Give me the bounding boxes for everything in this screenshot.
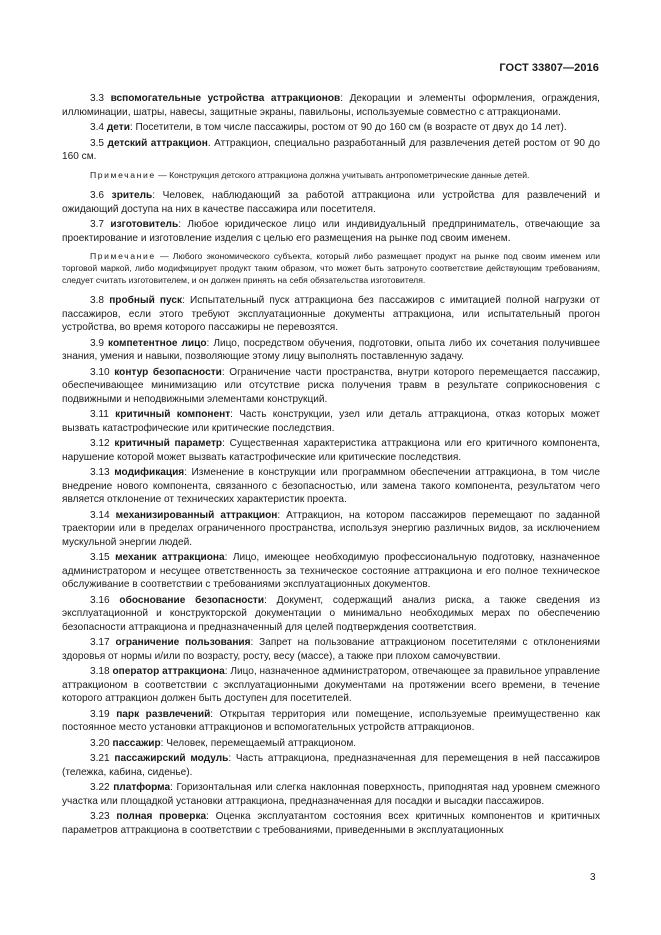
definition-3-18 bbox=[62, 665, 600, 706]
note-children-attraction bbox=[62, 170, 600, 182]
standard-header: ГОСТ 33807—2016 bbox=[499, 62, 599, 74]
clause-number: 3.18 bbox=[90, 666, 110, 678]
term: оператор аттракциона bbox=[112, 666, 225, 678]
definition-text: : Оценка эксплуатантом состояния всех критичных компонентов и критичных параметров аттракциона в соответствии с требованиями, приведенными в эксплуатационных bbox=[62, 811, 600, 836]
definition-3-23 bbox=[62, 810, 600, 837]
definition-text: : Любое юридическое лицо или индивидуальный предприниматель, отвечающие за проектирование и изготовление изделия с целью его размещения на рынке под своим именем. bbox=[62, 219, 600, 244]
definition-3-21 bbox=[62, 752, 600, 779]
definition-3-16 bbox=[62, 594, 600, 635]
term: критичный компонент bbox=[115, 409, 231, 421]
definition-text: : Часть конструкции, узел или деталь аттракциона, отказ которых может вызвать катастрофические или критические последствия. bbox=[62, 409, 600, 434]
definition-text: : Изменение в конструкции или программном обеспечении аттракциона, в том числе внедрение нового компонента, связанного с безопасностью, или замена такого компонента, результатом чего является отклонение от технических характеристик проекта. bbox=[62, 467, 600, 506]
clause-number: 3.7 bbox=[90, 219, 105, 231]
term: парк развлечений bbox=[116, 708, 211, 720]
clause-number: 3.21 bbox=[90, 753, 110, 765]
note-text: — Конструкция детского аттракциона должна учитывать антропометрические данные детей. bbox=[155, 169, 530, 180]
clause-number: 3.23 bbox=[90, 811, 110, 823]
term: изготовитель bbox=[110, 219, 179, 231]
definition-text: : Часть аттракциона, предназначенная для перемещения в ней пассажиров (тележка, кабина, сиденье). bbox=[62, 753, 600, 778]
definition-text: : Лицо, посредством обучения, подготовки, опыта либо их сочетания получившее знания, умения и навыки, позволяющие этому лицу выполнять поставленную задачу. bbox=[62, 337, 600, 363]
term: дети bbox=[106, 122, 130, 133]
definition-text: : Лицо, назначенное администратором, отвечающее за правильное управление аттракционом в соответствии с эксплуатационными документами на протяжении всего времени, в течение которого аттракцион должен быть доступен для посетителей. bbox=[62, 666, 600, 705]
definition-3-10 bbox=[62, 366, 600, 407]
definition-text: . Аттракцион, специально разработанный для развлечения детей ростом от 90 до 160 см. bbox=[62, 137, 601, 162]
note-text: — Любого экономического субъекта, который либо размещает продукт на рынке под своим именем или торговой маркой, либо модифицирует продукт таким образом, что может быть затронуто соответствие действующим требованиям, следует считать изготовителем, и он должен принять на себя обязательства изготовителя. bbox=[62, 251, 600, 285]
term: вспомогательные устройства аттракционов bbox=[110, 93, 341, 104]
note-label: Примечание bbox=[90, 251, 156, 262]
clause-number: 3.4 bbox=[90, 122, 105, 133]
definition-3-15 bbox=[62, 551, 600, 592]
definition-text: : Ограничение части пространства, внутри которого перемещается пассажир, обеспечивающее минимизацию или отсутствие риска получения травм в результате соприкосновения с подвижными и неподвижными элементами конструкций. bbox=[62, 366, 600, 405]
definition-text: : Человек, наблюдающий за работой аттракциона или устройства для развлечений и ожидающий доступа на них в качестве пассажира или посетителя. bbox=[62, 190, 600, 215]
term: зритель bbox=[111, 190, 153, 202]
definition-3-4 bbox=[62, 121, 600, 135]
definition-text: : Горизонтальная или слегка наклонная поверхность, приподнятая над уровнем смежного участка или площадкой установки аттракциона, предназначенная для посадки и высадки пассажиров. bbox=[62, 782, 600, 807]
definition-3-9 bbox=[62, 337, 600, 364]
clause-number: 3.5 bbox=[90, 137, 105, 149]
definition-3-3 bbox=[62, 92, 600, 119]
definition-3-5 bbox=[62, 137, 600, 164]
term: компетентное лицо bbox=[108, 337, 207, 349]
clause-number: 3.19 bbox=[90, 708, 110, 720]
definition-text: : Документ, содержащий анализ риска, а также сведения из эксплуатационной и конструкторской документации о минимально необходимых мерах по обеспечению безопасности аттракциона и предназначенный для целей подтверждения соответствия. bbox=[62, 594, 600, 633]
document-body bbox=[62, 92, 600, 839]
clause-number: 3.10 bbox=[90, 366, 110, 378]
clause-number: 3.17 bbox=[90, 637, 110, 649]
clause-number: 3.8 bbox=[90, 295, 105, 307]
clause-number: 3.16 bbox=[90, 594, 110, 606]
note-manufacturer bbox=[62, 251, 600, 286]
clause-number: 3.22 bbox=[90, 782, 110, 794]
clause-number: 3.11 bbox=[90, 409, 109, 421]
term: критичный параметр bbox=[114, 438, 223, 450]
definition-text: : Посетители, в том числе пассажиры, ростом от 90 до 160 см (в возрасте от двух до 14 лет). bbox=[129, 122, 567, 133]
definition-3-20 bbox=[62, 737, 600, 751]
term: детский аттракцион bbox=[107, 137, 208, 149]
term: пассажирский модуль bbox=[114, 753, 229, 765]
definition-3-8 bbox=[62, 294, 600, 335]
clause-number: 3.3 bbox=[90, 93, 105, 104]
term: полная проверка bbox=[116, 811, 207, 823]
clause-number: 3.20 bbox=[90, 737, 110, 749]
term: механик аттракциона bbox=[115, 552, 225, 564]
definition-3-13 bbox=[62, 466, 600, 507]
term: модификация bbox=[114, 467, 185, 479]
note-label: Примечание bbox=[90, 169, 156, 180]
clause-number: 3.15 bbox=[90, 552, 110, 564]
term: контур безопасности bbox=[114, 366, 222, 378]
term: платформа bbox=[113, 782, 171, 794]
definition-text: : Существенная характеристика аттракциона или его критичного компонента, нарушение которой может вызвать катастрофические или критические последствия. bbox=[62, 438, 600, 463]
clause-number: 3.13 bbox=[90, 467, 110, 479]
definition-text: : Лицо, имеющее необходимую профессиональную подготовку, назначенное администратором и несущее ответственность за техническое состояние аттракциона и его полное техническое обслуживание в соответствии с требованиями эксплуатационных документов. bbox=[62, 552, 600, 591]
definition-text: : Испытательный пуск аттракциона без пассажиров с имитацией полной нагрузки от пассажиров, если этого требуют эксплуатационные документы аттракциона, или испытательный прогон устройства, во время которого пассажиры не перевозятся. bbox=[62, 295, 600, 334]
definition-3-11 bbox=[62, 408, 600, 435]
definition-text: : Человек, перемещаемый аттракционом. bbox=[160, 737, 357, 749]
clause-number: 3.9 bbox=[90, 337, 105, 349]
definition-3-22 bbox=[62, 781, 600, 808]
definition-text: : Аттракцион, на котором пассажиров перемещают по заданной траектории или в пределах ограниченного пространства, используя энергию различных видов, за исключением мускульной энергии людей. bbox=[62, 509, 601, 548]
definition-3-14 bbox=[62, 509, 600, 550]
term: механизированный аттракцион bbox=[115, 509, 278, 521]
definition-3-12 bbox=[62, 437, 600, 464]
definition-text: : Декорации и элементы оформления, ограждения, иллюминации, шатры, навесы, защитные экраны, павильоны, используемые совместно с аттракционами. bbox=[62, 93, 600, 118]
clause-number: 3.12 bbox=[90, 438, 110, 450]
term: обоснование безопасности bbox=[119, 594, 265, 606]
page-number: 3 bbox=[590, 872, 596, 883]
term: пробный пуск bbox=[109, 295, 183, 307]
definition-3-6 bbox=[62, 189, 600, 216]
term: ограничение пользования bbox=[115, 637, 251, 649]
definition-text: : Открытая территория или помещение, используемые преимущественно как постоянное место установки аттракционов и вспомогательных устройств аттракционов. bbox=[62, 708, 600, 734]
definition-3-19 bbox=[62, 708, 600, 735]
clause-number: 3.14 bbox=[90, 509, 110, 521]
definition-3-7 bbox=[62, 218, 600, 245]
definition-text: : Запрет на пользование аттракционом посетителями с отклонениями здоровья от нормы и/или по возрасту, росту, весу (массе), а также при плохом самочувствии. bbox=[62, 637, 600, 662]
clause-number: 3.6 bbox=[90, 190, 105, 202]
term: пассажир bbox=[112, 737, 161, 749]
definition-3-17 bbox=[62, 636, 600, 663]
